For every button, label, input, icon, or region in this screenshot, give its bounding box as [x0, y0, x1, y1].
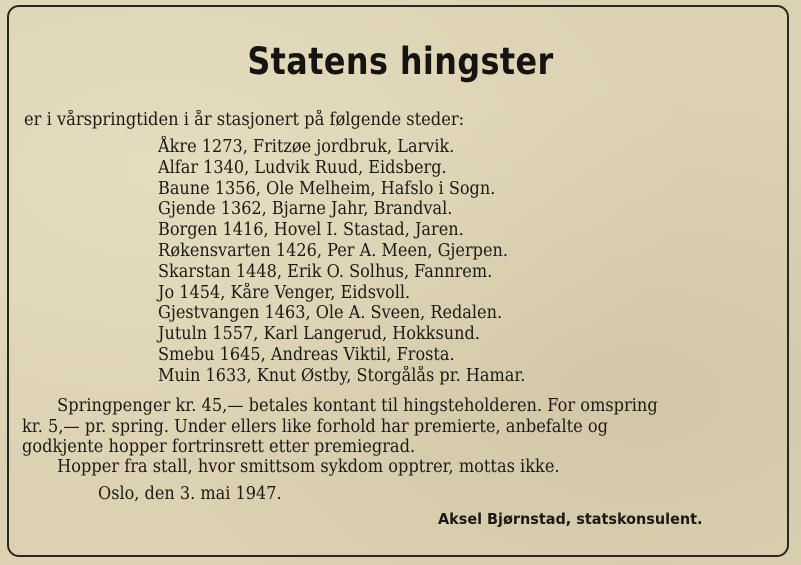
- stallion-station-list: [158, 137, 557, 387]
- list-item: Røkensvarten 1426, Per A. Meen, Gjerpen.: [158, 240, 508, 261]
- list-item: Jutuln 1557, Karl Langerud, Hokksund.: [158, 324, 480, 345]
- list-item: Jo 1454, Kåre Venger, Eidsvoll.: [158, 282, 411, 303]
- list-item: Alfar 1340, Ludvik Ruud, Eidsberg.: [158, 157, 447, 178]
- intro-text: er i vårspringtiden i år stasjonert på følgende steder:: [24, 110, 465, 130]
- list-item: Borgen 1416, Hovel I. Stastad, Jaren.: [158, 220, 464, 241]
- dateline: Oslo, den 3. mai 1947.: [98, 484, 282, 504]
- fee-paragraph: [22, 396, 767, 458]
- fee-paragraph-line: Springpenger kr. 45,— betales kontant til hingsteholderen. For omspring: [57, 396, 658, 416]
- fee-paragraph-line: kr. 5,— pr. spring. Under ellers like forhold har premierte, anbefalte og: [22, 416, 608, 437]
- list-item: Muin 1633, Knut Østby, Storgålås pr. Hamar.: [158, 365, 526, 386]
- page-title: Statens hingster: [247, 40, 554, 83]
- fee-paragraph-line: godkjente hopper fortrinsrett etter premiegrad.: [22, 437, 416, 457]
- list-item: Skarstan 1448, Erik O. Solhus, Fannrem.: [158, 261, 493, 282]
- list-item: Baune 1356, Ole Melheim, Hafslo i Sogn.: [158, 178, 496, 199]
- list-item: Gjende 1362, Bjarne Jahr, Brandval.: [158, 199, 453, 220]
- disease-notice-paragraph: Hopper fra stall, hvor smittsom sykdom opptrer, mottas ikke.: [57, 457, 560, 477]
- list-item: Åkre 1273, Fritzøe jordbruk, Larvik.: [158, 137, 455, 157]
- list-item: Gjestvangen 1463, Ole A. Sveen, Redalen.: [158, 303, 503, 324]
- signature-line: Aksel Bjørnstad, statskonsulent.: [438, 510, 703, 528]
- list-item: Smebu 1645, Andreas Viktil, Frosta.: [158, 344, 455, 365]
